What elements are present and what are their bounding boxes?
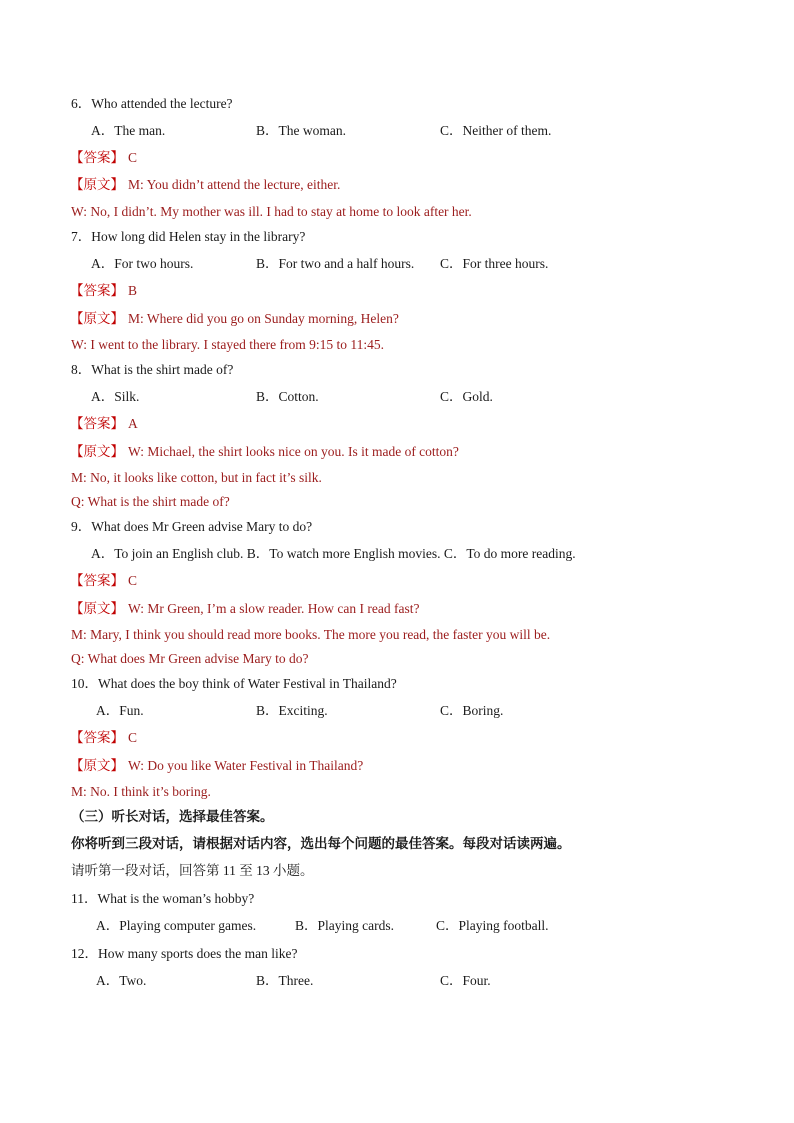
answer-label: 【答案】 (70, 416, 124, 431)
question-text: 10．What does the boy think of Water Festival in Thailand? (71, 676, 397, 691)
line-transcript-cont (0, 201, 794, 223)
line-section (0, 806, 794, 828)
line-opts (0, 386, 794, 408)
section-heading: （三）听长对话，选择最佳答案。 (71, 809, 274, 824)
line-transcript (0, 308, 794, 330)
transcript-text: M: No. I think it’s boring. (71, 784, 211, 799)
transcript-label: 【原文】 (70, 311, 124, 326)
answer-label: 【答案】 (70, 150, 124, 165)
option-b: B．For two and a half hours. (256, 256, 415, 271)
transcript-text: W: Do you like Water Festival in Thailand? (128, 758, 364, 773)
plain-text: 请听第一段对话，回答第 11 至 13 小题。 (71, 863, 314, 878)
option-a: A．Fun. (96, 703, 144, 718)
line-transcript (0, 755, 794, 777)
transcript-text: M: Where did you go on Sunday morning, Helen? (128, 311, 399, 326)
option-b: B．Three. (256, 973, 314, 988)
question-text: 8．What is the shirt made of? (71, 362, 234, 377)
answer-value: C (128, 150, 138, 165)
line-answer (0, 280, 794, 302)
line-opts-inline (0, 543, 794, 565)
line-instruction (0, 833, 794, 855)
option-b: B．The woman. (256, 123, 346, 138)
line-answer (0, 147, 794, 169)
line-transcript (0, 598, 794, 620)
line-transcript-cont (0, 491, 794, 513)
question-text: 6．Who attended the lecture? (71, 96, 233, 111)
option-b: B．Cotton. (256, 389, 319, 404)
line-q (0, 516, 794, 538)
question-text: 12．How many sports does the man like? (71, 946, 298, 961)
option-c: C．For three hours. (440, 256, 549, 271)
line-opts (0, 915, 794, 937)
line-opts (0, 120, 794, 142)
line-answer (0, 727, 794, 749)
line-q (0, 359, 794, 381)
option-a: A．Silk. (91, 389, 140, 404)
question-text: 11．What is the woman’s hobby? (71, 891, 255, 906)
transcript-text: M: No, it looks like cotton, but in fact it’s silk. (71, 470, 322, 485)
option-c: C．Neither of them. (440, 123, 552, 138)
line-transcript (0, 441, 794, 463)
transcript-text: W: Michael, the shirt looks nice on you. Is it made of cotton? (128, 444, 459, 459)
section-instruction: 你将听到三段对话，请根据对话内容，选出每个问题的最佳答案。每段对话读两遍。 (71, 836, 571, 851)
line-transcript-cont (0, 334, 794, 356)
line-q (0, 673, 794, 695)
answer-value: C (128, 573, 138, 588)
line-opts (0, 970, 794, 992)
line-opts (0, 700, 794, 722)
answer-value: B (128, 283, 138, 298)
line-transcript (0, 174, 794, 196)
line-q (0, 93, 794, 115)
option-a: A．For two hours. (91, 256, 194, 271)
transcript-label: 【原文】 (70, 177, 124, 192)
line-answer (0, 413, 794, 435)
option-c: C．Playing football. (436, 918, 549, 933)
answer-label: 【答案】 (70, 283, 124, 298)
option-a: A．Playing computer games. (96, 918, 257, 933)
line-transcript-cont (0, 648, 794, 670)
transcript-text: M: You didn’t attend the lecture, either. (128, 177, 341, 192)
answer-label: 【答案】 (70, 730, 124, 745)
transcript-text: W: I went to the library. I stayed there from 9:15 to 11:45. (71, 337, 385, 352)
transcript-label: 【原文】 (70, 444, 124, 459)
option-c: C．Gold. (440, 389, 493, 404)
line-transcript-cont (0, 467, 794, 489)
line-transcript-cont (0, 624, 794, 646)
option-b: B．Exciting. (256, 703, 328, 718)
line-plain (0, 860, 794, 882)
transcript-text: M: Mary, I think you should read more books. The more you read, the faster you will be. (71, 627, 551, 642)
option-a: A．The man. (91, 123, 166, 138)
option-c: C．Boring. (440, 703, 504, 718)
option-a: A．Two. (96, 973, 147, 988)
transcript-text: Q: What is the shirt made of? (71, 494, 230, 509)
answer-value: A (128, 416, 138, 431)
line-q (0, 226, 794, 248)
question-text: 7．How long did Helen stay in the library? (71, 229, 306, 244)
line-q (0, 943, 794, 965)
line-answer (0, 570, 794, 592)
question-text: 9．What does Mr Green advise Mary to do? (71, 519, 313, 534)
transcript-label: 【原文】 (70, 758, 124, 773)
transcript-text: Q: What does Mr Green advise Mary to do? (71, 651, 309, 666)
answer-value: C (128, 730, 138, 745)
transcript-text: W: Mr Green, I’m a slow reader. How can I read fast? (128, 601, 420, 616)
option-b: B．Playing cards. (295, 918, 394, 933)
line-opts (0, 253, 794, 275)
option-c: C．Four. (440, 973, 491, 988)
transcript-label: 【原文】 (70, 601, 124, 616)
line-q (0, 888, 794, 910)
line-transcript-cont (0, 781, 794, 803)
transcript-text: W: No, I didn’t. My mother was ill. I had to stay at home to look after her. (71, 204, 472, 219)
options-inline: A．To join an English club. B．To watch more English movies. C．To do more reading. (91, 546, 576, 561)
answer-label: 【答案】 (70, 573, 124, 588)
